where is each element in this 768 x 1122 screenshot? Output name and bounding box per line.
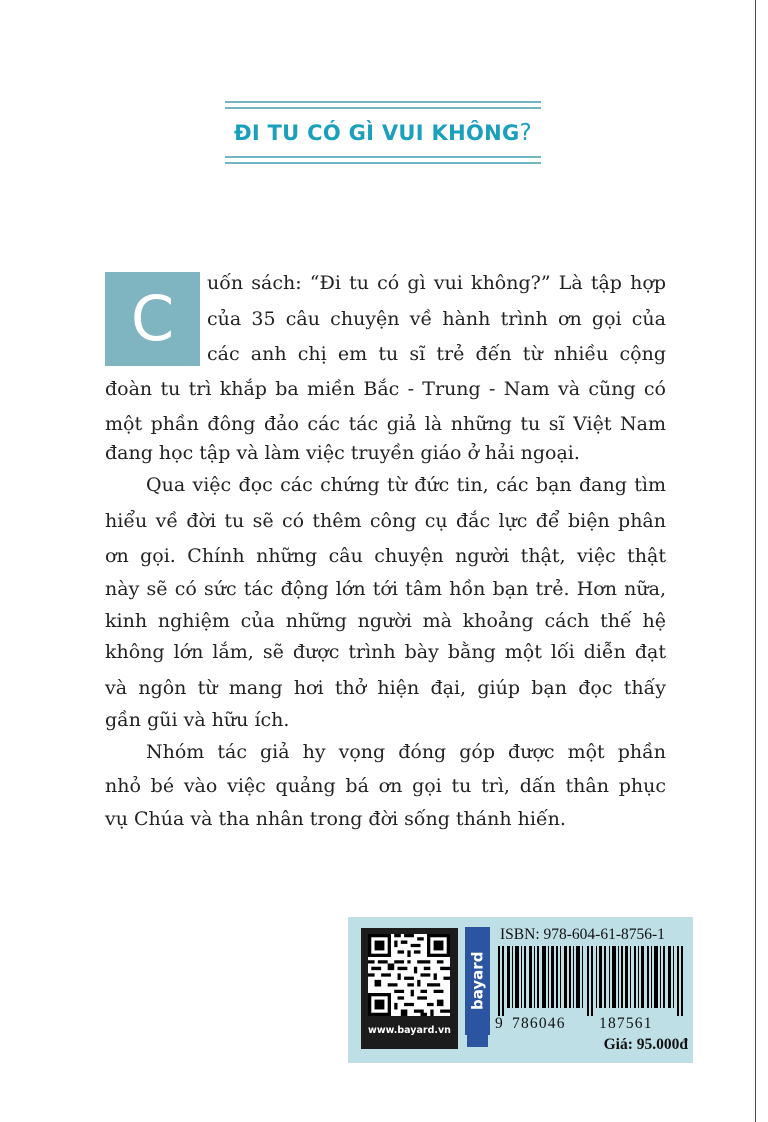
body-line: kinh nghiệm của những người mà khoảng cách thế hệ — [105, 610, 666, 632]
book-title-text: ĐI TU CÓ GÌ VUI KHÔNG — [233, 121, 520, 145]
body-line: và ngôn từ mang hơi thở hiện đại, giúp bạn đọc thấy — [105, 677, 666, 699]
barcode — [498, 946, 684, 1016]
body-line: uốn sách: “Đi tu có gì vui không?” Là tập hợp — [207, 272, 666, 294]
spine-line — [755, 0, 756, 1122]
title-rule-bottom-1 — [225, 156, 541, 158]
body-line: đoàn tu trì khắp ba miền Bắc - Trung - Nam và cũng có — [105, 378, 666, 400]
body-line: các anh chị em tu sĩ trẻ đến từ nhiều cộng — [207, 343, 666, 365]
body-line: hiểu về đời tu sẽ có thêm công cụ đắc lực để biện phân — [105, 510, 666, 532]
publisher-url: www.bayard.vn — [368, 1025, 451, 1036]
body-line: nhỏ bé vào việc quảng bá ơn gọi tu trì, dấn thân phục — [105, 775, 666, 797]
qr-code[interactable] — [368, 934, 450, 1016]
title-rule-top-1 — [225, 101, 541, 103]
body-line: này sẽ có sức tác động lớn tới tâm hồn bạn trẻ. Hơn nữa, — [105, 578, 666, 600]
barcode-digit-group-left: 786046 — [512, 1015, 566, 1032]
body-line: Nhóm tác giả hy vọng đóng góp được một phần — [146, 741, 666, 763]
barcode-digit-group-right: 187561 — [599, 1015, 653, 1032]
qr-code-block[interactable] — [361, 928, 458, 1049]
body-line: ơn gọi. Chính những câu chuyện người thật, việc thật — [105, 545, 666, 567]
drop-cap: C — [105, 272, 200, 366]
price: Giá: 95.000đ — [603, 1036, 688, 1053]
body-line: vụ Chúa và tha nhân trong đời sống thánh hiến. — [105, 808, 566, 830]
isbn-label: ISBN: 978-604-61-8756-1 — [500, 926, 665, 943]
body-line: một phần đông đảo các tác giả là những tu sĩ Việt Nam — [105, 413, 666, 435]
body-line: đang học tập và làm việc truyền giáo ở hải ngoại. — [105, 442, 580, 464]
qr-code-pattern — [368, 934, 450, 1016]
publisher-name: bayard — [468, 951, 487, 1011]
title-rule-top-2 — [225, 107, 541, 109]
title-rule-bottom-2 — [225, 162, 541, 164]
body-line: không lớn lắm, sẽ được trình bày bằng một lối diễn đạt — [105, 641, 666, 663]
book-title — [225, 120, 541, 146]
body-line: Qua việc đọc các chứng từ đức tin, các bạn đang tìm — [146, 474, 666, 496]
barcode-digit-lead: 9 — [495, 1015, 503, 1032]
body-line: gần gũi và hữu ích. — [105, 709, 290, 731]
publisher-logo-tab — [467, 1035, 488, 1047]
book-title-question-mark: ? — [519, 120, 533, 146]
body-line: của 35 câu chuyện về hành trình ơn gọi của — [207, 308, 666, 330]
